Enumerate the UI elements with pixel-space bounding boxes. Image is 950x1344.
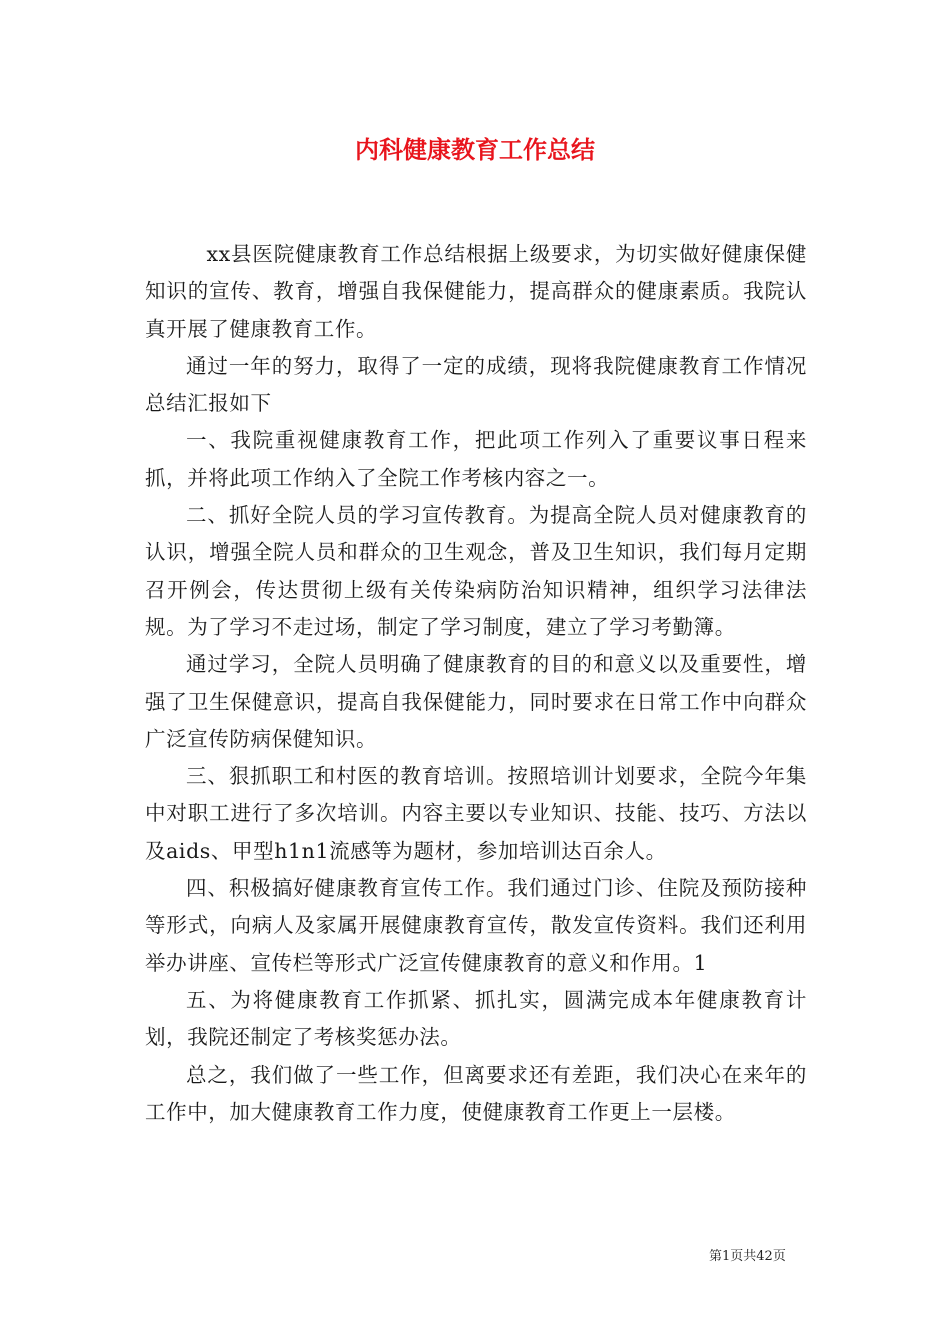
paragraph-summary-lead: 通过一年的努力，取得了一定的成绩，现将我院健康教育工作情况总结汇报如下 bbox=[145, 353, 807, 416]
paragraph-item-5: 五、为将健康教育工作抓紧、抓扎实，圆满完成本年健康教育计划，我院还制定了考核奖惩办法。 bbox=[145, 987, 807, 1050]
paragraph-item-4: 四、积极搞好健康教育宣传工作。我们通过门诊、住院及预防接种等形式，向病人及家属开展健康教育宣传，散发宣传资料。我们还利用举办讲座、宣传栏等形式广泛宣传健康教育的意义和作用。1 bbox=[145, 876, 807, 975]
paragraph-item-1: 一、我院重视健康教育工作，把此项工作列入了重要议事日程来抓，并将此项工作纳入了全院工作考核内容之一。 bbox=[145, 428, 807, 490]
paragraph-conclusion: 总之，我们做了一些工作，但离要求还有差距，我们决心在来年的工作中，加大健康教育工作力度，使健康教育工作更上一层楼。 bbox=[145, 1062, 807, 1124]
paragraph-item-2: 二、抓好全院人员的学习宣传教育。为提高全院人员对健康教育的认识，增强全院人员和群众的卫生观念，普及卫生知识，我们每月定期召开例会，传达贯彻上级有关传染病防治知识精神，组织学习法律法规。为了学习不走过场，制定了学习制度，建立了学习考勤簿。 bbox=[145, 503, 807, 639]
paragraph-item-3: 三、狠抓职工和村医的教育培训。按照培训计划要求，全院今年集中对职工进行了多次培训。内容主要以专业知识、技能、技巧、方法以及aids、甲型h1n1流感等为题材，参加培训达百余人。 bbox=[145, 764, 807, 863]
page-title: 内科健康教育工作总结 bbox=[355, 136, 595, 164]
document-body bbox=[145, 236, 807, 1131]
page-number: 第1页共42页 bbox=[709, 1249, 786, 1264]
paragraph-intro: xx县医院健康教育工作总结根据上级要求，为切实做好健康保健知识的宣传、教育，增强自我保健能力，提高群众的健康素质。我院认真开展了健康教育工作。 bbox=[145, 242, 807, 341]
paragraph-study-result: 通过学习，全院人员明确了健康教育的目的和意义以及重要性，增强了卫生保健意识，提高自我保健能力，同时要求在日常工作中向群众广泛宣传防病保健知识。 bbox=[145, 652, 807, 751]
